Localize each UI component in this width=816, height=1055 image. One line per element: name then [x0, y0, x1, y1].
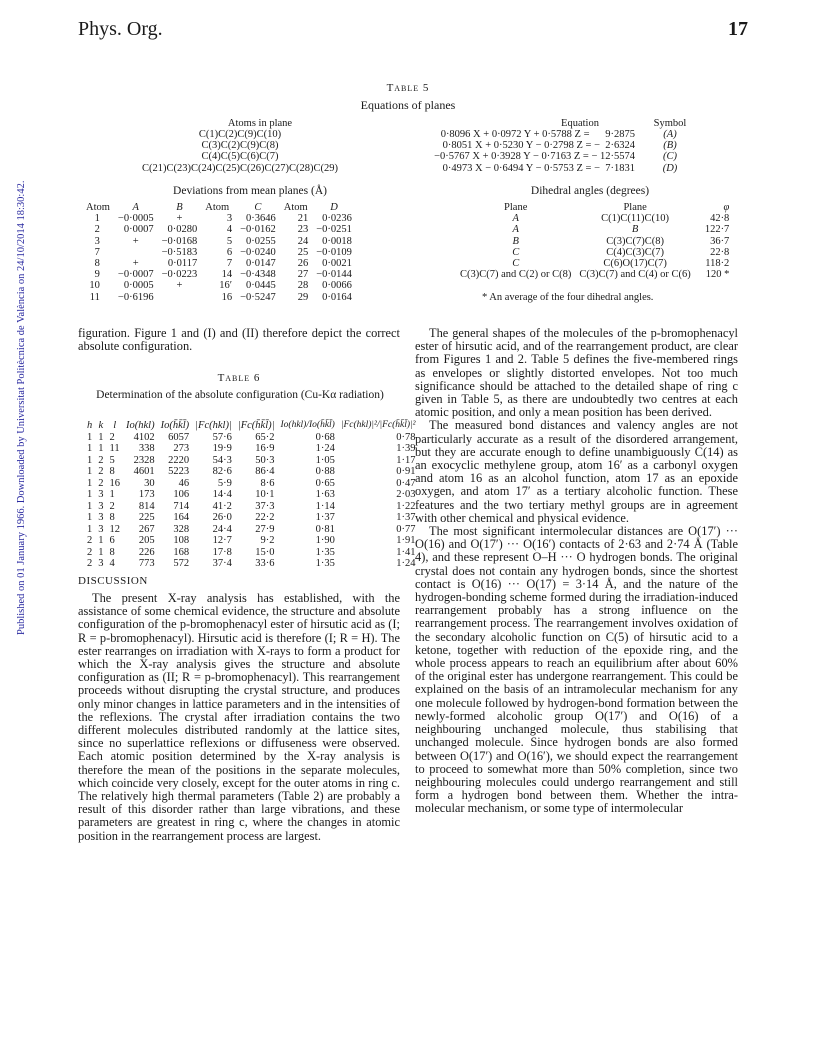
dihedral-cell: B	[512, 235, 519, 247]
table6-cell: 1	[87, 523, 93, 535]
table6-cell: 814	[138, 500, 155, 512]
table6-cell: 226	[138, 546, 155, 558]
table6-row	[84, 547, 419, 559]
table6-cell: 0·68	[315, 431, 335, 443]
table6-cell: 2	[98, 477, 104, 489]
table6-row	[84, 524, 419, 536]
table6-row	[84, 455, 419, 467]
deviation-cell: −0·0251	[316, 224, 352, 236]
table6-cell: 46	[178, 477, 190, 489]
plane-atoms: C(21)C(23)C(24)C(25)C(26)C(27)C(28)C(29)	[142, 162, 338, 174]
table6-cell: 3	[98, 512, 104, 523]
deviation-cell: −0·0109	[316, 246, 352, 258]
table6-row	[84, 501, 419, 513]
plane-equation: −0·5767 X + 0·3928 Y − 0·7163 Z = − 12·5574	[434, 151, 635, 163]
table5-subtitle: Equations of planes	[360, 98, 456, 112]
deviation-cell: 14	[221, 269, 233, 281]
table6-cell: 1·37	[315, 512, 335, 523]
deviation-cell: 0·0005	[123, 280, 154, 292]
table6-cell: 27·9	[255, 523, 275, 535]
table6-cell: 0·81	[315, 523, 335, 535]
deviation-cell: 0·0236	[322, 213, 352, 225]
dihedral-cell: C(3)C(7)C(8)	[606, 235, 664, 247]
plane-equation: 0·8096 X + 0·0972 Y + 0·5788 Z = 9·2875	[440, 129, 635, 140]
plane-symbol: (C)	[663, 151, 677, 163]
deviation-row	[82, 224, 356, 235]
deviation-cell	[158, 292, 202, 303]
table6-cell: 0·47	[396, 477, 416, 489]
table6-cell: 168	[173, 546, 190, 558]
table6-cell: 2220	[168, 454, 190, 466]
plane-atoms: C(1)C(2)C(9)C(10)	[198, 129, 282, 140]
table6-cell: 1	[87, 431, 93, 443]
deviations-title: Deviations from mean planes (Å)	[173, 185, 327, 197]
deviation-cell: 3	[226, 213, 233, 225]
deviation-row	[82, 269, 356, 280]
table6-row	[84, 478, 419, 490]
dihedral-cell: C(3)C(7) and C(4) or C(6)	[579, 269, 691, 281]
deviation-cell: 16′	[219, 280, 233, 292]
table6-cell: 9·2	[260, 535, 275, 546]
table6-row	[84, 512, 419, 524]
dihedral-row	[456, 224, 733, 235]
dihedral-cell: 22·8	[710, 246, 730, 258]
deviation-row	[82, 236, 356, 247]
table6-cell: 4601	[133, 466, 155, 477]
table6-cell: 5	[109, 454, 115, 466]
deviation-cell: 28	[297, 280, 309, 292]
dihedral-cell: 122·7	[704, 224, 730, 236]
deviation-cell: 6	[226, 246, 233, 258]
table6-cell: 1	[87, 512, 93, 523]
table6-cell: 2·03	[396, 489, 416, 500]
table6-cell: 1	[87, 454, 93, 466]
plane-equation: 0·8051 X + 0·5230 Y − 0·2798 Z = − 2·6324	[442, 140, 635, 152]
table6-cell: 22·2	[255, 512, 275, 523]
deviation-cell: 7	[94, 246, 100, 258]
deviations-header-row	[82, 202, 356, 213]
deviation-cell: −0·5247	[240, 291, 276, 303]
deviation-row	[82, 258, 356, 269]
deviation-cell: 0·0021	[322, 258, 352, 270]
table5-title: Table 5	[386, 82, 430, 94]
table6-cell: 2	[98, 466, 104, 477]
table6-cell: 173	[138, 489, 155, 500]
download-notice: Published on 01 January 1966. Downloaded by Universitat Politècnica de València on 24/10/2014 18:30:42.	[16, 180, 27, 635]
table6-cell: 1·14	[315, 500, 335, 512]
planes-header: Symbol	[653, 118, 687, 129]
table6-cell: 2	[87, 558, 93, 569]
deviation-cell: −0·0168	[161, 235, 198, 247]
deviation-cell: +	[132, 258, 139, 270]
deviation-cell: 0·0066	[322, 280, 352, 292]
table6-cell: 12	[109, 523, 120, 535]
table6-cell: 8	[109, 546, 115, 558]
deviation-cell: 23	[297, 224, 309, 236]
table6-cell: 0·77	[396, 523, 416, 535]
dihedral-cell: C	[512, 246, 520, 258]
table6-cell: 14·4	[212, 489, 232, 500]
table6-cell: 714	[173, 500, 190, 512]
table6-cell: 267	[138, 523, 155, 535]
plane-symbol: (A)	[663, 129, 677, 140]
table6-cell: 86·4	[255, 466, 275, 477]
table6-cell: 26·0	[212, 512, 232, 523]
table6-cell: 273	[173, 443, 190, 454]
dihedral-row	[456, 258, 733, 269]
table6-cell: 572	[173, 558, 190, 569]
plane-row	[150, 151, 770, 162]
dihedral-cell: C	[512, 258, 520, 270]
table6-cell: 2328	[133, 454, 155, 466]
table6-cell: 328	[173, 523, 190, 535]
dihedral-table	[456, 202, 733, 280]
table6-row	[84, 489, 419, 501]
deviation-cell: +	[132, 235, 139, 247]
table6-cell: 50·3	[255, 454, 275, 466]
dihedral-cell: C(4)C(3)C(7)	[606, 246, 664, 258]
table6-cell: 1	[87, 489, 93, 500]
table6-cell: 1·05	[315, 454, 335, 466]
dihedral-row	[456, 213, 733, 224]
deviation-cell: 1	[94, 213, 100, 225]
table6-cell: 225	[138, 512, 155, 523]
paragraph: The most significant intermolecular distances are O(17′) ··· O(16) and O(17′) ··· O(16′) contacts of 2·63 and 2·74 Å (Table 4), and these represent O–H ··· O hydrogen bonds. The original crystal does not contain any hydrogen bonds, since the shortest contact is O(16) ··· O(17) = 3·14 Å, and the nature of the hydrogen-bonding scheme formed during the irradiation-induced rearrangement probably has a strong influence on the rearrangement process. The rearrangement involves oxidation of the secondary alcoholic function on C(5) of hirsutic acid to a ketone, together with reduction of the epoxide ring, and the whole process appears to reach an equilibrium after about 60% of the original ester has undergone rearrangement. This could be explained on the basis of an intramolecular mechanism for any one molecule followed by hydrogen-bond formation between the newly-formed alcoholic group O(17′) and O(16) of a neighbouring unchanged molecule, thus stabilising that unchanged molecule. Since hydrogen bonds are also formed between O(17′) and O(16′), we should expect the rearrangement to proceed to somewhat more than 50% completion, since two neighbouring molecules could undergo rearrangement and still form a hydrogen bond between them. Whether the intra-molecular mechanism, or some type of intermolecular	[415, 524, 738, 816]
deviation-cell: 24	[297, 235, 309, 247]
deviation-cell: 0·0007	[123, 224, 154, 236]
planes-table	[142, 118, 770, 174]
deviation-cell: 3	[94, 235, 100, 247]
deviation-row	[82, 247, 356, 258]
table6-cell: 2	[87, 535, 93, 546]
table6-row	[84, 466, 419, 478]
dihedral-cell: C(3)C(7) and C(2) or C(8)	[460, 269, 572, 281]
deviation-cell: 0·0164	[322, 291, 352, 303]
dihedral-footnote: * An average of the four dihedral angles.	[482, 292, 654, 303]
table6-cell: 16·9	[255, 443, 275, 454]
table6-cell: 54·3	[212, 454, 232, 466]
table6-cell: 19·9	[212, 443, 232, 454]
table6-cell: 3	[98, 558, 104, 569]
table6-cell: 16	[109, 477, 120, 489]
dihedral-header: Plane	[504, 202, 528, 213]
deviation-cell: 0·0147	[245, 258, 276, 270]
deviation-cell: −0·0162	[240, 224, 276, 236]
table6-cell: 1	[87, 466, 93, 477]
deviations-header: D	[330, 202, 338, 213]
table6-cell: 3	[98, 500, 104, 512]
deviation-cell: 25	[297, 246, 309, 258]
table6-cell: 1·35	[315, 546, 335, 558]
deviation-cell: +	[176, 280, 183, 292]
deviation-cell: 0·0117	[167, 258, 198, 270]
table6-header: l	[113, 420, 117, 431]
deviation-cell: 0·0018	[322, 235, 352, 247]
paragraph: The general shapes of the molecules of the p-bromophenacyl ester of hirsutic acid, and of the rearrangement product, are clear from Figures 1 and 2. Table 5 defines the five-membered rings as envelopes or slightly distorted envelopes. Not too much significance should be attached to the detailed shape of ring c given in Table 5, as there are undoubtedly two centres at each atomic position, and only a mean position has been derived.	[415, 326, 738, 420]
table6-cell: 8·6	[260, 477, 275, 489]
deviations-header: Atom	[283, 202, 308, 213]
table6-cell: 1·22	[396, 500, 416, 512]
plane-atoms: C(3)C(2)C(9)C(8)	[201, 140, 279, 152]
dihedral-row	[456, 236, 733, 247]
table6-header: k	[98, 420, 104, 431]
table6-header: h	[87, 420, 93, 431]
dihedral-cell: 42·8	[710, 213, 730, 225]
discussion-left: The present X-ray analysis has established, with the assistance of some chemical evidence, the structure and absolute configuration of the p-bromophenacyl ester of hirsutic acid as (I; R = p-bromophenacyl). Hirsutic acid is therefore (I; R = H). The ester rearranges on irradiation with X-rays to form a product for which the X-ray analysis gives the structure and absolute configuration as (II; R = p-bromophenacyl). This rearrangement proceeds without disrupting the crystal structure, and produces only minor changes in lattice parameters and in the intensities of the reflexions. The crystal after irradiation contains the two different molecules distributed randomly at the lattice sites, since no superlattice reflexions or diffuseness were observed. Each atomic position determined by the X-ray analysis is therefore the mean of the positions in the separate molecules, which coincide very closely, except for the outer atoms in ring c. The relatively high thermal parameters (Table 2) are probably a result of this disorder rather than large vibrations, and these parameters are greatest in ring c, where the changes in atomic position in the rearrangement process are largest.	[78, 591, 400, 843]
plane-atoms: C(4)C(5)C(6)C(7)	[201, 151, 279, 163]
discussion-heading: DISCUSSION	[78, 575, 148, 587]
table6-cell: 1·39	[396, 443, 416, 454]
table6-cell: 205	[138, 535, 155, 546]
table6-row	[84, 432, 419, 444]
deviation-cell: −0·0240	[240, 246, 276, 258]
table6-header: Io(hkl)/Io(h̄k̄l̄)	[280, 420, 335, 430]
table6-cell: 0·78	[396, 431, 416, 443]
deviation-cell: 26	[297, 258, 309, 270]
table6-cell: 1·24	[396, 558, 416, 569]
table6-header: |Fc(hkl)|²/|Fc(h̄k̄l̄)|²	[340, 420, 416, 430]
deviation-cell: 0·3646	[245, 213, 276, 225]
table6-cell: 10·1	[255, 489, 275, 500]
deviations-header: B	[176, 202, 183, 213]
dihedral-cell: 120 *	[705, 269, 730, 281]
deviation-cell: 2	[94, 224, 100, 236]
table6-header: Io(h̄k̄l̄)	[160, 420, 190, 431]
left-top-text: figuration. Figure 1 and (I) and (II) therefore depict the correct absolute configuration.	[78, 326, 400, 354]
table6-cell: 1·90	[315, 535, 335, 546]
table6-cell: 1	[98, 431, 104, 443]
table6-cell: 164	[173, 512, 190, 523]
table6-row	[84, 558, 419, 570]
table6-cell: 3	[98, 523, 104, 535]
dihedral-cell: A	[512, 213, 519, 225]
table6-cell: 12·7	[212, 535, 232, 546]
discussion-right	[415, 327, 738, 816]
deviation-cell: 8	[94, 258, 100, 270]
journal-name: Phys. Org.	[78, 18, 163, 40]
table6-cell: 106	[173, 489, 190, 500]
table6-cell: 6057	[168, 431, 190, 443]
table6-header-row	[84, 420, 419, 432]
table6-cell: 2	[109, 500, 115, 512]
deviations-table	[82, 202, 356, 303]
deviation-cell: 10	[89, 280, 100, 292]
table6-caption: Determination of the absolute configuration (Cu-Kα radiation)	[96, 389, 384, 401]
dihedral-row	[456, 247, 733, 258]
table6-header: Io(hkl)	[126, 420, 155, 431]
dihedral-cell: B	[631, 224, 639, 236]
table6-cell: 338	[138, 443, 155, 454]
table6-cell: 17·8	[212, 546, 232, 558]
table6-cell: 1·24	[315, 443, 335, 454]
deviation-row	[82, 280, 356, 291]
dihedral-cell: C(1)C(11)C(10)	[601, 213, 670, 225]
table6-cell: 4102	[133, 431, 155, 443]
table6-cell: 24·4	[212, 523, 232, 535]
dihedral-header: Plane	[623, 202, 647, 213]
dihedral-row	[456, 269, 733, 280]
table6-cell: 5223	[168, 466, 190, 477]
deviation-cell: −0·0144	[316, 269, 352, 281]
table6-cell: 3	[98, 489, 104, 500]
deviation-cell: 0·0445	[245, 280, 276, 292]
page-number: 17	[728, 18, 748, 40]
planes-header: Equation	[561, 118, 599, 129]
deviation-row	[82, 292, 356, 303]
table6-cell: 0·88	[315, 466, 335, 477]
deviation-cell: −0·0007	[117, 269, 154, 281]
paragraph: The measured bond distances and valency angles are not particularly accurate as a result of the disordered arrangement, but they are accurate enough to define unambiguously C(14) as an exocyclic methylene group, atom 16′ as a carbonyl oxygen and atom 16 as an alcohol function, atom 17 as an epoxide oxygen, and atom 17′ as a tertiary alcoholic function. These features and the two tertiary methyl groups are in agreement with other chemical and physical evidence.	[415, 418, 738, 525]
table6-cell: 37·3	[255, 500, 275, 512]
table6-cell: 57·6	[212, 431, 232, 443]
table6-row	[84, 443, 419, 455]
dihedral-header: φ	[723, 202, 730, 213]
table6-cell: 2	[87, 546, 93, 558]
dihedral-title: Dihedral angles (degrees)	[530, 185, 650, 197]
deviation-cell: 5	[226, 235, 233, 247]
dihedral-header-row	[456, 202, 733, 213]
table6-cell: 1	[98, 546, 104, 558]
table6-cell: 1	[98, 443, 104, 454]
table6-cell: 1·37	[396, 512, 416, 523]
deviations-header: Atom	[205, 202, 230, 213]
dihedral-cell: A	[512, 224, 519, 236]
table6-cell: 8	[109, 512, 115, 523]
table6-title: Table 6	[217, 372, 261, 384]
deviation-cell: −0·0223	[161, 269, 198, 281]
table6-cell: 8	[109, 466, 115, 477]
deviation-cell	[114, 247, 158, 258]
deviation-cell: 4	[226, 224, 233, 236]
table6-header: |Fc(h̄k̄l̄)|	[237, 420, 275, 431]
table6-cell: 5·9	[217, 477, 232, 489]
table6-cell: 0·91	[396, 466, 416, 477]
plane-symbol: (B)	[663, 140, 677, 152]
plane-row	[150, 140, 770, 151]
deviations-header: C	[254, 202, 262, 213]
plane-row	[142, 162, 770, 174]
deviation-cell: −0·0005	[117, 213, 154, 225]
table6-cell: 2	[109, 431, 115, 443]
table6-cell: 15·0	[255, 546, 275, 558]
deviation-cell: +	[176, 213, 183, 225]
deviation-cell: −0·4348	[240, 269, 276, 281]
table6-cell: 1·17	[396, 454, 416, 466]
table6-cell: 1	[109, 489, 115, 500]
table6-cell: 82·6	[212, 466, 232, 477]
deviation-cell: −0·6196	[117, 291, 154, 303]
plane-symbol: (D)	[662, 162, 678, 174]
deviations-header: Atom	[86, 202, 110, 213]
table6-cell: 1·63	[315, 489, 335, 500]
table6-cell: 1	[87, 477, 93, 489]
table6-cell: 11	[109, 443, 120, 454]
planes-header: Atoms in plane	[227, 118, 293, 129]
plane-equation: 0·4973 X − 0·6494 Y − 0·5753 Z = − 7·1831	[442, 162, 635, 174]
deviation-cell: 11	[89, 291, 100, 303]
deviations-header: A	[132, 202, 139, 213]
table6-cell: 108	[173, 535, 190, 546]
table6-cell: 30	[144, 477, 155, 489]
table6-cell: 773	[138, 558, 155, 569]
table6-cell: 1·91	[396, 535, 416, 546]
table6-cell: 41·2	[212, 500, 232, 512]
deviation-cell: 7	[226, 258, 233, 270]
table6-cell: 4	[109, 558, 115, 569]
table6-cell: 1	[87, 443, 93, 454]
table6-cell: 1	[87, 500, 93, 512]
plane-row	[150, 129, 770, 140]
deviation-cell: 0·0255	[245, 235, 276, 247]
dihedral-cell: C(6)O(17)C(7)	[603, 258, 667, 270]
dihedral-cell: 36·7	[710, 235, 730, 247]
table6-cell: 37·4	[212, 558, 232, 569]
table6	[84, 420, 419, 570]
table6-cell: 1·35	[315, 558, 335, 569]
deviation-row	[82, 213, 356, 224]
dihedral-cell: 118·2	[705, 258, 730, 270]
table6-cell: 6	[109, 535, 115, 546]
table6-cell: 1·41	[396, 546, 416, 558]
deviation-cell: 16	[221, 291, 233, 303]
deviation-cell: 21	[297, 213, 309, 225]
deviation-cell: 29	[297, 291, 309, 303]
deviation-cell: 0·0280	[167, 224, 198, 236]
table6-row	[84, 535, 419, 547]
table6-cell: 33·6	[255, 558, 275, 569]
table6-cell: 0·65	[315, 477, 335, 489]
deviation-cell: 27	[297, 269, 309, 281]
deviation-cell: 9	[94, 269, 100, 281]
table6-cell: 1	[98, 535, 104, 546]
table6-cell: 65·2	[255, 431, 275, 443]
table6-header: |Fc(hkl)|	[195, 420, 232, 431]
deviation-cell: −0·5183	[161, 246, 198, 258]
table6-cell: 2	[98, 454, 104, 466]
